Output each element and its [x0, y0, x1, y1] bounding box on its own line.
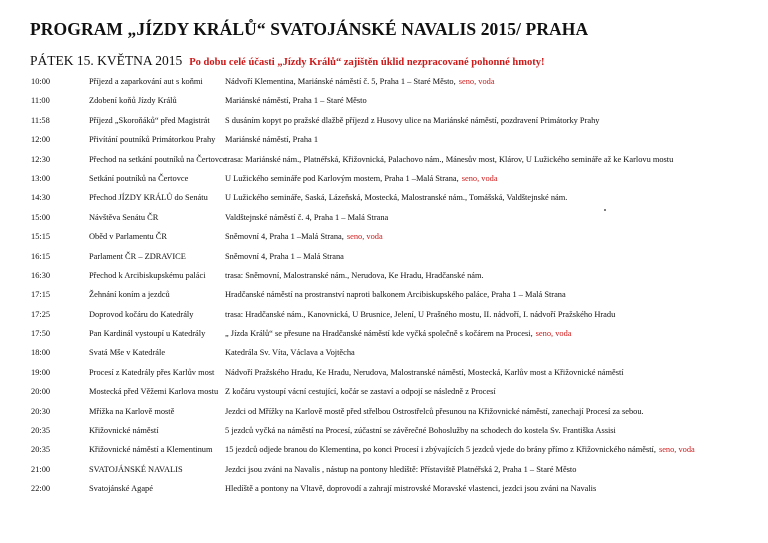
schedule-place-text: Hradčanské náměstí na prostranství naproti balkonem Arcibiskupského paláce, Praha 1 – Malá Strana	[225, 290, 566, 300]
schedule-table	[0, 77, 768, 504]
schedule-place-text: S dusáním kopyt po pražské dlažbě příjezd z Husovy ulice na Mariánské náměstí, pozdravení Primátorky Prahy	[225, 115, 600, 125]
schedule-event: Přechod JÍZDY KRÁLŮ do Senátu	[89, 193, 208, 203]
schedule-place	[225, 329, 572, 338]
schedule-time: 12:30	[31, 154, 51, 164]
schedule-time: 11:00	[31, 96, 50, 106]
subtitle-row	[30, 52, 545, 70]
schedule-place-text: „ Jízda Králů“ se přesune na Hradčanské náměstí kde vyčká společně s kočárem na Procesi,	[225, 329, 533, 339]
schedule-time: 12:00	[31, 135, 51, 145]
schedule-place	[225, 77, 495, 86]
schedule-place-text: Mariánské náměstí, Praha 1 – Staré Město	[225, 96, 367, 106]
schedule-row	[0, 426, 768, 445]
schedule-place	[225, 232, 383, 241]
schedule-row	[0, 77, 768, 96]
schedule-place-text: Valdštejnské náměstí č. 4, Praha 1 – Malá Strana	[225, 212, 389, 222]
schedule-event: Návštěva Senátu ČR	[89, 212, 159, 222]
schedule-place-text: Nádvoří Klementina, Mariánské náměstí č. 5, Praha 1 – Staré Město,	[225, 77, 456, 86]
fuel-notice: Po dobu celé účasti „Jízdy Králů“ zajištěn úklid nezpracované pohonné hmoty!	[189, 57, 545, 68]
schedule-time: 20:30	[31, 406, 51, 416]
schedule-event: Přechod k Arcibiskupskému paláci	[89, 270, 206, 280]
schedule-event: Oběd v Parlamentu ČR	[89, 232, 167, 242]
schedule-time: 19:00	[31, 367, 51, 377]
schedule-place	[225, 135, 318, 144]
schedule-time: 22:00	[31, 484, 51, 494]
schedule-event: Zdobení koňů Jízdy Králů	[89, 96, 177, 106]
schedule-event: Svatojánské Agapé	[89, 484, 153, 494]
schedule-time: 17:15	[31, 290, 51, 300]
schedule-event: Příjezd „Skoroňáků“ před Magistrát	[89, 115, 210, 125]
schedule-row	[0, 96, 768, 115]
schedule-row	[0, 368, 768, 387]
schedule-place-text: Z kočáru vystoupí vácní cestující, kočár se zastaví a odpojí se následně z Procesí	[225, 387, 496, 397]
schedule-place-text: Jezdci jsou zváni na Navalis , nástup na pontony hledíště: Přístaviště Platnéřská 2, Praha 1 – Staré Město	[225, 464, 577, 474]
schedule-time: 15:00	[31, 212, 51, 222]
schedule-row	[0, 407, 768, 426]
supply-note: seno, voda	[461, 173, 498, 183]
schedule-place-text: 15 jezdců odjede branou do Klementina, po konci Procesí i zbývajících 5 jezdců vjede do brány přímo z Křižovnického náměstí,	[225, 445, 656, 455]
schedule-time: 14:30	[31, 193, 51, 203]
schedule-time: 13:00	[31, 173, 51, 183]
schedule-row	[0, 465, 768, 484]
schedule-event: Příjezd a zaparkování aut s koňmi	[89, 77, 203, 86]
supply-note: seno, voda	[658, 445, 695, 455]
document-title: PROGRAM „JÍZDY KRÁLŮ“ SVATOJÁNSKÉ NAVALIS 2015/ PRAHA	[30, 19, 589, 39]
supply-note: seno, voda	[458, 77, 495, 86]
schedule-place	[225, 426, 616, 435]
schedule-row	[0, 174, 768, 193]
schedule-place	[225, 407, 644, 416]
schedule-time: 21:00	[31, 464, 51, 474]
schedule-place	[225, 252, 344, 261]
schedule-time: 20:00	[31, 387, 51, 397]
schedule-time: 16:15	[31, 251, 51, 261]
supply-note: seno, voda	[346, 232, 383, 242]
scan-speck	[604, 209, 606, 211]
schedule-time: 17:25	[31, 309, 51, 319]
schedule-place-text: Mariánské náměstí, Praha 1	[225, 135, 319, 145]
schedule-place-text: trasa: Mariánské nám., Platnéřská, Křižovnická, Palachovo nám., Mánesův most, Klárov, U Lužického semináře až ke Karlovu mostu	[225, 154, 674, 164]
schedule-place	[225, 348, 355, 357]
schedule-place-text: Sněmovní 4, Praha 1 – Malá Strana	[225, 251, 344, 261]
schedule-event: Setkání poutníků na Čertovce	[89, 173, 189, 183]
schedule-place	[225, 271, 484, 280]
schedule-place	[225, 290, 566, 299]
schedule-place	[225, 465, 576, 474]
schedule-row	[0, 116, 768, 135]
schedule-time: 11:58	[31, 115, 50, 125]
schedule-place	[225, 174, 498, 183]
schedule-event: Doprovod kočáru do Katedrály	[89, 309, 194, 319]
schedule-place-text: trasa: Sněmovní, Malostranské nám., Nerudova, Ke Hradu, Hradčanské nám.	[225, 270, 484, 280]
schedule-event: Procesí z Katedrály přes Karlův most	[89, 367, 215, 377]
schedule-event: SVATOJÁNSKÉ NAVALIS	[89, 464, 183, 474]
schedule-row	[0, 310, 768, 329]
schedule-row	[0, 213, 768, 232]
schedule-row	[0, 252, 768, 271]
subtitle-date: PÁTEK 15. KVĚTNA 2015	[30, 53, 183, 68]
schedule-time: 16:30	[31, 270, 51, 280]
schedule-place	[225, 193, 567, 202]
schedule-row	[0, 348, 768, 367]
schedule-event: Pan Kardinál vystoupí u Katedrály	[89, 329, 206, 339]
supply-note: seno, voda	[535, 329, 572, 339]
schedule-place-text: Jezdci od Mřížky na Karlově mostě před střelbou Ostrostřelců přesunou na Křižovnické náměstí, zanechají Procesí za sebou.	[225, 406, 644, 416]
schedule-event: Křižovnické náměstí a Klementinum	[89, 445, 213, 455]
schedule-event: Parlament ČR – ZDRAVICE	[89, 251, 186, 261]
schedule-time: 20:35	[31, 445, 51, 455]
schedule-event: Mostecká před Věžemi Karlova mostu	[89, 387, 219, 397]
schedule-place	[225, 213, 388, 222]
schedule-place-text: Nádvoří Pražského Hradu, Ke Hradu, Nerudova, Malostranské náměstí, Mostecká, Karlův most a Křižovnické náměstí	[225, 367, 624, 377]
schedule-event: Přechod na setkání poutníků na Čertovce	[89, 154, 227, 164]
schedule-place-text: Hledíště a pontony na Vltavě, doprovodí a zahrají mistrovské Moravské vlastenci, jezdci jsou zváni na Navalis	[225, 484, 597, 494]
schedule-event: Žehnání koním a jezdců	[89, 290, 170, 300]
schedule-row	[0, 445, 768, 464]
schedule-row	[0, 193, 768, 212]
schedule-event: Svatá Mše v Katedrále	[89, 348, 166, 358]
schedule-row	[0, 232, 768, 251]
schedule-place	[225, 116, 599, 125]
schedule-row	[0, 290, 768, 309]
schedule-place	[225, 387, 496, 396]
schedule-place-text: U Lužického semináře, Saská, Lázeňská, Mostecká, Malostranské nám., Tomášská, Valdštejnské nám.	[225, 193, 568, 203]
schedule-event: Křižovnické náměstí	[89, 426, 159, 436]
schedule-row	[0, 135, 768, 154]
schedule-place	[225, 310, 615, 319]
schedule-place-text: Katedrála Sv. Víta, Václava a Vojtěcha	[225, 348, 355, 358]
schedule-row	[0, 155, 768, 174]
schedule-time: 10:00	[31, 77, 51, 86]
schedule-time: 20:35	[31, 426, 51, 436]
schedule-place-text: trasa: Hradčanské nám., Kanovnická, U Brusnice, Jelení, U Prašného mostu, II. nádvoří, I. nádvoří Pražského Hradu	[225, 309, 616, 319]
schedule-place	[225, 96, 367, 105]
schedule-time: 17:50	[31, 329, 51, 339]
schedule-row	[0, 271, 768, 290]
schedule-event: Přivítání poutníků Primátorkou Prahy	[89, 135, 216, 145]
schedule-place	[225, 155, 673, 164]
schedule-place	[225, 368, 624, 377]
schedule-time: 15:15	[31, 232, 51, 242]
schedule-place-text: Sněmovní 4, Praha 1 –Malá Strana,	[225, 232, 344, 242]
schedule-row	[0, 329, 768, 348]
schedule-place	[225, 484, 596, 493]
schedule-event: Mřížka na Karlově mostě	[89, 406, 175, 416]
schedule-row	[0, 387, 768, 406]
schedule-place-text: U Lužického semináře pod Karlovým mostem, Praha 1 –Malá Strana,	[225, 173, 459, 183]
schedule-row	[0, 484, 768, 503]
schedule-place-text: 5 jezdců vyčká na náměstí na Procesí, zúčastní se závěrečné Bohoslužby na schodech do kostela Sv. Františka Assisi	[225, 426, 616, 436]
schedule-time: 18:00	[31, 348, 51, 358]
schedule-place	[225, 445, 695, 454]
